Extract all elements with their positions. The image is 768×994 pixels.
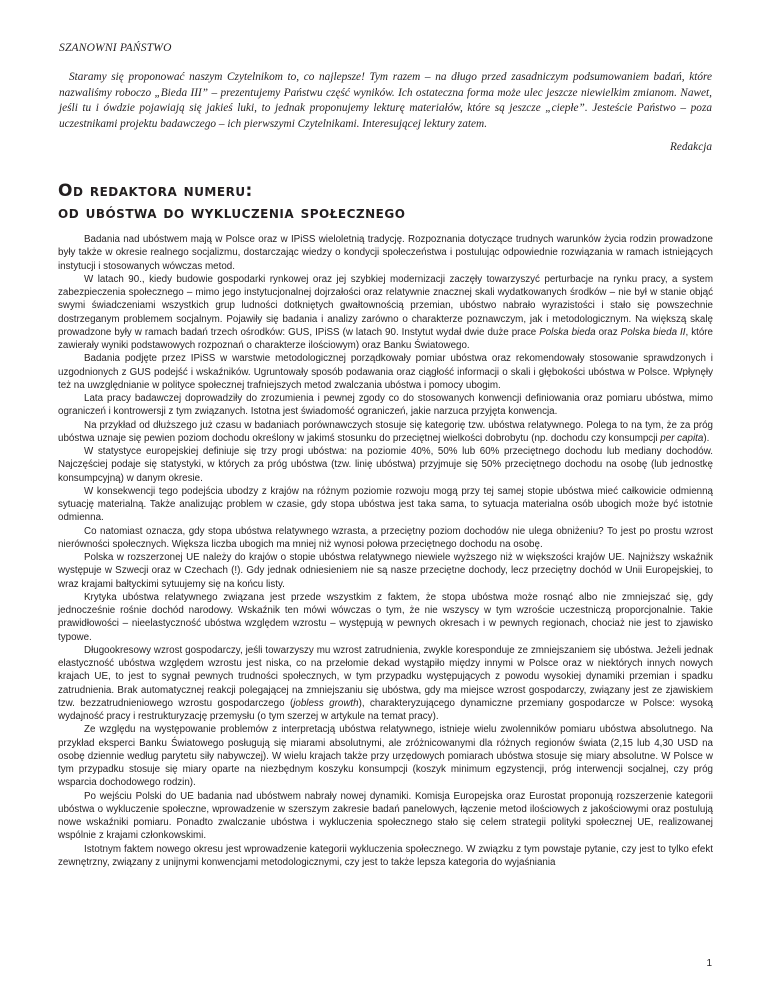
page-number: 1 [706, 958, 712, 969]
editorial-signature: Redakcja [669, 141, 712, 153]
body-paragraph: Długookresowy wzrost gospodarczy, jeśli towarzyszy mu wzrost zatrudnienia, zwykle koresponduje ze zmniejszaniem się ubóstwa. Jeżeli jednak elastyczność ubóstwa względem wzrostu jest niska, co na przełomie dekad wystąpiło między innymi w Polsce oraz w niektórych innych nowych krajach UE, to jest to sygnał pewnych trudności społecznych, w tym przypadku występujących z powodu wysokiej dynamiki przemian i spadku zatrudnienia. Brak automatycznej reakcji polegającej na zmniejszaniu się ubóstwa, gdy ma miejsce wzrost gospodarczy, związany jest ze zjawiskiem tzw. bezzatrudnieniowego wzrostu gospodarczego (jobless growth), charakteryzującego dynamiczne przemiany gospodarcze w Polsce: wysoką wydajność pracy i restrukturyzację przemysłu (o tym szerzej w artykule na temat pracy). [58, 644, 713, 722]
salutation: SZANOWNI PAŃSTWO [59, 42, 172, 54]
body-paragraph: W konsekwencji tego podejścia ubodzy z krajów na różnym poziomie rozwoju mogą przy tej samej stopie ubóstwa mieć całkowicie odmienną sytuację materialną. Także analizując problem w czasie, gdy stopa ubóstwa jest taka sama, to sytuacja materialna osób ubogich może być istotnie odmienna. [58, 485, 713, 524]
body-paragraph: Badania podjęte przez IPiSS w warstwie metodologicznej porządkowały pomiar ubóstwa oraz rekomendowały stosowanie sprawdzonych i uzgodnionych z GUS podejść i wskaźników. Ugruntowały sposób podawania oraz ciągłość informacji o skali i głębokości ubóstwa w Polsce. Wpłynęły też na uwzględnianie w polityce społecznej trafniejszych metod zwalczania ubóstwa i pomocy ubogim. [58, 353, 713, 391]
body-paragraph: Badania nad ubóstwem mają w Polsce oraz w IPiSS wieloletnią tradycję. Rozpoznania dotyczące trudnych warunków życia rodzin prowadzone były także w okresie realnego socjalizmu, dostarczając wiedzy o kondycji społeczeństwa i postulując odpowiednie rozwiązania w ramach istniejących instytucji i stosowanych wówczas metod. [58, 234, 713, 272]
editorial-intro: Staramy się proponować naszym Czytelnikom to, co najlepsze! Tym razem – na długo przed zasadniczym podsumowaniem badań, które nazwaliśmy roboczo „Bieda III” – prezentujemy Państwu część wyników. Ich ostateczna forma może ulec jeszcze niewielkim zmianom. Nawet, jeśli tu i ówdzie pojawiają się jakieś luki, to jednak proponujemy lekturę materiałów, które są jeszcze „ciepłe”. Jesteście Państwo – poza uczestnikami projektu badawczego – ich pierwszymi Czytelnikami. Interesującej lektury zatem. [59, 71, 712, 130]
body-paragraph: W statystyce europejskiej definiuje się trzy progi ubóstwa: na poziomie 40%, 50% lub 60% przeciętnego dochodu lub mediany dochodów. Najczęściej podaje się statystyki, w których za próg ubóstwa (tzw. linię ubóstwa) przyjmuje się 50% przeciętnego dochodu na osobę (lub jednostkę konsumpcyjną) w danym okresie. [58, 446, 713, 484]
body-paragraph: W latach 90., kiedy budowie gospodarki rynkowej oraz jej szybkiej modernizacji zaczęły towarzyszyć perturbacje na rynku pracy, a system zabezpieczenia społecznego – mimo jego instytucjonalnej dojrzałości oraz relatywnie znacznej skali wydatkowanych środków – nie był w stanie objąć swymi świadczeniami wszystkich grup ludności dotkniętych gwałtownością przemian, ubóstwo nabrało wyrazistości i stało się powszechnie dostrzeganym problemem socjalnym. Pojawiły się badania i analizy zarówno o charakterze poznawczym, jak i metodologicznym. Na większą skalę prowadzone były w ramach badań trzech ośrodków: GUS, IPiSS (w latach 90. Instytut wydał dwie duże prace Polska bieda oraz Polska bieda II, które zawierały wyniki podstawowych rozpoznań o charakterze ilościowym) oraz Banku Światowego. [58, 273, 714, 351]
article-title-line-1: Od redaktora numeru: [58, 181, 253, 201]
body-paragraph: Po wejściu Polski do UE badania nad ubóstwem nabrały nowej dynamiki. Komisja Europejska oraz Eurostat proponują rozszerzenie kategorii ubóstwa o wykluczenie społeczne, wprowadzenie w szerszym zakresie badań panelowych, łączenie metod ilościowych z jakościowymi oraz postulują nowe wskaźniki pomiaru. Ponadto zwalczanie ubóstwa i wykluczenia społecznego stało się celem strategii polityki społecznej UE, realizowanej wspólnie z krajami członkowskimi. [58, 790, 713, 842]
body-paragraph: Na przykład od dłuższego już czasu w badaniach porównawczych stosuje się kategorię tzw. ubóstwa relatywnego. Polega to na tym, że za próg ubóstwa uznaje się pewien poziom dochodu określony w jakimś stosunku do przeciętnej wielkości dobrobytu (np. dochodu czy konsumpcji per capita). [58, 419, 713, 444]
body-paragraph: Lata pracy badawczej doprowadziły do zrozumienia i pewnej zgody co do stosowanych konwencji definiowania oraz pomiaru ubóstwa, mimo ograniczeń i kontrowersji z tym związanych. Istotna jest świadomość ograniczeń, jakie narzuca przyjęta konwencja. [58, 393, 713, 418]
body-paragraph: Ze względu na występowanie problemów z interpretacją ubóstwa relatywnego, istnieje wielu zwolenników pomiaru ubóstwa absolutnego. Na przykład eksperci Banku Światowego posługują się miarami absolutnymi, ale zróżnicowanymi dla różnych regionów świata (2,15 lub 4,30 USD na osobę dziennie według parytetu siły nabywczej). W wielu krajach także przy urzędowych pomiarach ubóstwa stosuje się miary absolutne. W Polsce w tym przypadku stosuje się miary oparte na niezbędnym koszyku konsumpcji (koszyk minimum egzystencji, próg interwencji socjalnej, czy próg wsparcia dochodowego rodzin). [58, 724, 713, 789]
body-paragraph: Polska w rozszerzonej UE należy do krajów o stopie ubóstwa relatywnego niewiele wyższego niż w większości krajów UE. Najniższy wskaźnik występuje w Szwecji oraz w Czechach (!). Gdy jednak odniesieniem nie są nasze przeciętne dochody, lecz przeciętny dochód w Unii Europejskiej, to wraz krajami bałtyckimi sytuujemy się na końcu listy. [58, 552, 713, 590]
article-title [58, 180, 405, 224]
article-body [58, 233, 713, 869]
body-paragraph: Co natomiast oznacza, gdy stopa ubóstwa relatywnego wzrasta, a przeciętny poziom dochodów nie ulega obniżeniu? To jest po prostu wzrost nierówności społecznych. Większa liczba ubogich ma mniej niż wynosi połowa przeciętnego dochodu na osobę. [58, 525, 713, 550]
body-paragraph: Istotnym faktem nowego okresu jest wprowadzenie kategorii wykluczenia społecznego. W związku z tym powstaje pytanie, czy jest to tylko efekt zewnętrzny, związany z unijnymi konwencjami metodologicznymi, czy jest to także lepsza kategoria do wyjaśniania [58, 843, 713, 868]
body-paragraph: Krytyka ubóstwa relatywnego związana jest przede wszystkim z faktem, że stopa ubóstwa może rosnąć albo nie zmniejszać się, gdy jednocześnie rośnie dochód narodowy. Wskaźnik ten mówi wówczas o tym, że nie wszyscy w tym wzroście uczestniczą proporcjonalnie. Takie prawidłowości – nieelastyczność ubóstwa względem wzrostu – występują w pewnych okresach i w pewnych regionach, chociaż nie jest to zjawisko typowe. [58, 591, 713, 643]
article-title-line-2: od ubóstwa do wykluczenia społecznego [58, 203, 406, 223]
